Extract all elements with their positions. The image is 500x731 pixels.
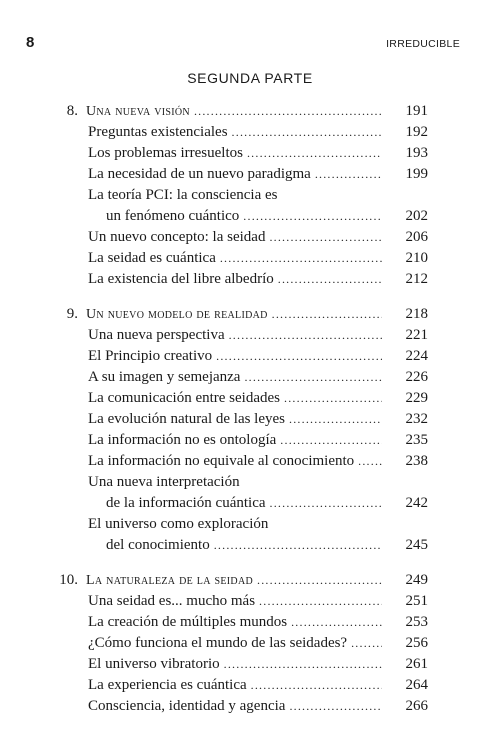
toc-row — [0, 122, 500, 143]
entry-title: La experiencia es cuántica — [88, 677, 247, 693]
toc-entry — [86, 570, 382, 591]
toc-entry — [88, 185, 382, 206]
entry-title: La naturaleza de la seidad — [86, 573, 254, 588]
toc-row — [0, 367, 500, 388]
entry-title: Un nuevo concepto: la seidad — [88, 229, 266, 245]
chapter-heading — [0, 570, 500, 591]
toc-entry — [106, 206, 382, 227]
dot-leader — [247, 143, 382, 164]
page-ref: 235 — [405, 432, 428, 448]
entry-title: Preguntas existenciales — [88, 124, 228, 140]
toc-row — [0, 472, 500, 493]
entry-title: El Principio creativo — [88, 348, 213, 364]
toc-row — [0, 514, 500, 535]
table-of-contents — [0, 101, 500, 731]
page-ref: 245 — [405, 537, 428, 553]
page-ref: 264 — [405, 677, 428, 693]
entry-title: del conocimiento — [106, 537, 210, 553]
entry-title: Consciencia, identidad y agencia — [88, 698, 286, 714]
page-ref: 242 — [405, 495, 428, 511]
page-ref: 251 — [405, 593, 428, 609]
toc-entry — [88, 696, 382, 717]
page-ref: 191 — [405, 103, 428, 119]
dot-leader — [220, 248, 382, 269]
entry-title: Una seidad es... mucho más — [88, 593, 256, 609]
toc-entry — [88, 430, 382, 451]
page-ref: 221 — [405, 327, 428, 343]
entry-title: La seidad es cuántica — [88, 250, 216, 266]
toc-row — [0, 591, 500, 612]
dot-leader — [291, 612, 382, 633]
toc-entry — [106, 493, 382, 514]
toc-row — [0, 227, 500, 248]
toc-entry — [88, 325, 382, 346]
entry-title: El universo vibratorio — [88, 656, 220, 672]
dot-leader — [244, 367, 382, 388]
page-ref: 253 — [405, 614, 428, 630]
toc-entry — [88, 654, 382, 675]
page-ref: 192 — [405, 124, 428, 140]
toc-row — [0, 143, 500, 164]
page-ref: 226 — [405, 369, 428, 385]
dot-leader — [270, 493, 382, 514]
toc-entry — [88, 514, 382, 535]
toc-row — [0, 248, 500, 269]
dot-leader — [243, 206, 382, 227]
dot-leader — [284, 388, 382, 409]
entry-title: La teoría PCI: la consciencia es — [88, 187, 278, 203]
toc-entry — [88, 227, 382, 248]
toc-row — [0, 675, 500, 696]
dot-leader — [272, 304, 382, 325]
entry-title: La necesidad de un nuevo paradigma — [88, 166, 311, 182]
dot-leader — [289, 696, 382, 717]
page-number: 8 — [26, 34, 35, 51]
toc-entry — [88, 367, 382, 388]
toc-entry — [88, 612, 382, 633]
entry-title: La información no equivale al conocimiento — [88, 453, 355, 469]
chapter-block — [0, 570, 500, 717]
toc-entry — [88, 269, 382, 290]
page-ref: 199 — [405, 166, 428, 182]
toc-row — [0, 206, 500, 227]
chapter-heading — [0, 304, 500, 325]
toc-entry — [88, 122, 382, 143]
toc-row — [0, 164, 500, 185]
toc-entry — [88, 143, 382, 164]
toc-entry — [88, 591, 382, 612]
entry-title: Una nueva interpretación — [88, 474, 240, 490]
toc-row — [0, 325, 500, 346]
page-ref: 210 — [405, 250, 428, 266]
toc-entry — [88, 451, 382, 472]
page-ref: 238 — [405, 453, 428, 469]
toc-row — [0, 430, 500, 451]
toc-row — [0, 409, 500, 430]
page-ref: 212 — [405, 271, 428, 287]
dot-leader — [251, 675, 382, 696]
page-ref: 218 — [405, 306, 428, 322]
entry-title: La información no es ontología — [88, 432, 277, 448]
toc-row — [0, 535, 500, 556]
page-ref: 266 — [405, 698, 428, 714]
toc-row — [0, 493, 500, 514]
page-ref: 249 — [405, 572, 428, 588]
entry-title: un fenómeno cuántico — [106, 208, 240, 224]
toc-entry — [88, 346, 382, 367]
toc-row — [0, 269, 500, 290]
toc-entry — [106, 535, 382, 556]
chapter-block — [0, 304, 500, 556]
dot-leader — [229, 325, 382, 346]
toc-entry — [86, 101, 382, 122]
page-ref: 229 — [405, 390, 428, 406]
toc-row — [0, 696, 500, 717]
entry-title: La comunicación entre seidades — [88, 390, 280, 406]
entry-title: Una nueva visión — [86, 104, 190, 119]
chapter-number: 9. — [66, 306, 78, 322]
toc-row — [0, 654, 500, 675]
toc-entry — [86, 304, 382, 325]
toc-entry — [88, 675, 382, 696]
dot-leader — [315, 164, 382, 185]
chapter-number: 10. — [59, 572, 78, 588]
page-ref: 224 — [405, 348, 428, 364]
dot-leader — [194, 101, 382, 122]
entry-title: La evolución natural de las leyes — [88, 411, 286, 427]
toc-row — [0, 633, 500, 654]
dot-leader — [257, 570, 382, 591]
dot-leader — [358, 451, 382, 472]
chapter-number: 8. — [66, 103, 78, 119]
entry-title: ¿Cómo funciona el mundo de las seidades? — [88, 635, 348, 651]
page-ref: 261 — [405, 656, 428, 672]
toc-row — [0, 612, 500, 633]
toc-entry — [88, 248, 382, 269]
dot-leader — [269, 227, 382, 248]
page-ref: 206 — [405, 229, 428, 245]
toc-entry — [88, 472, 382, 493]
page-ref: 202 — [405, 208, 428, 224]
running-head: IRREDUCIBLE — [386, 38, 460, 50]
page-ref: 256 — [405, 635, 428, 651]
dot-leader — [289, 409, 382, 430]
toc-row — [0, 346, 500, 367]
entry-title: A su imagen y semejanza — [88, 369, 241, 385]
toc-entry — [88, 164, 382, 185]
toc-row — [0, 185, 500, 206]
toc-row — [0, 388, 500, 409]
page-ref: 232 — [405, 411, 428, 427]
entry-title: El universo como exploración — [88, 516, 269, 532]
toc-entry — [88, 409, 382, 430]
dot-leader — [351, 633, 382, 654]
toc-entry — [88, 388, 382, 409]
toc-row — [0, 451, 500, 472]
page-ref: 193 — [405, 145, 428, 161]
dot-leader — [280, 430, 382, 451]
dot-leader — [278, 269, 382, 290]
chapter-heading — [0, 101, 500, 122]
dot-leader — [259, 591, 382, 612]
entry-title: Un nuevo modelo de realidad — [86, 307, 268, 322]
chapter-block — [0, 101, 500, 290]
entry-title: La existencia del libre albedrío — [88, 271, 274, 287]
dot-leader — [232, 122, 382, 143]
dot-leader — [216, 346, 382, 367]
entry-title: Los problemas irresueltos — [88, 145, 243, 161]
entry-title: de la información cuántica — [106, 495, 266, 511]
toc-entry — [88, 633, 382, 654]
dot-leader — [214, 535, 382, 556]
entry-title: Una nueva perspectiva — [88, 327, 225, 343]
part-title: SEGUNDA PARTE — [187, 70, 313, 86]
entry-title: La creación de múltiples mundos — [88, 614, 288, 630]
dot-leader — [224, 654, 382, 675]
